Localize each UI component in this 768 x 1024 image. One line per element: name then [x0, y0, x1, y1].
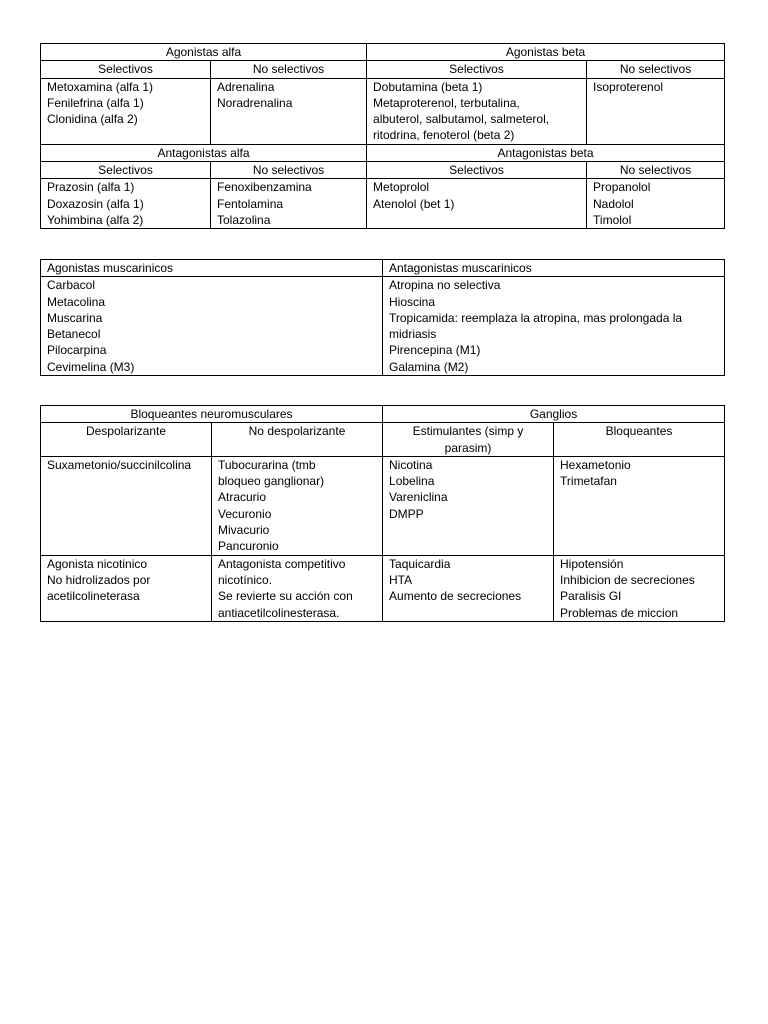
agonists-beta-nonselective-label: No selectivos [587, 61, 725, 78]
muscarinic-table [40, 259, 725, 376]
agonists-alpha-header: Agonistas alfa [41, 44, 367, 61]
adrenergic-table [40, 43, 725, 229]
agonists-alpha-nonselective-cell: Adrenalina Noradrenalina [211, 78, 367, 144]
muscarinic-antagonists-header: Antagonistas muscarinicos [383, 260, 725, 277]
agonists-beta-selective-label: Selectivos [367, 61, 587, 78]
antagonists-alpha-nonselective-label: No selectivos [211, 162, 367, 179]
muscarinic-antagonists-cell: Atropina no selectiva Hioscina Tropicamida: reemplaza la atropina, mas prolongada la midriasis Pirencepina (M1) Galamina (M2) [383, 277, 725, 376]
nicotinic-table [40, 405, 725, 622]
antagonists-beta-selective-cell: Metoprolol Atenolol (bet 1) [367, 179, 587, 229]
antagonists-alpha-nonselective-cell: Fenoxibenzamina Fentolamina Tolazolina [211, 179, 367, 229]
antagonists-beta-nonselective-label: No selectivos [587, 162, 725, 179]
stimulants-drugs-cell: Nicotina Lobelina Vareniclina DMPP [383, 456, 554, 555]
agonists-alpha-nonselective-label: No selectivos [211, 61, 367, 78]
muscarinic-agonists-cell: Carbacol Metacolina Muscarina Betanecol Pilocarpina Cevimelina (M3) [41, 277, 383, 376]
stimulants-label: Estimulantes (simp y parasim) [383, 423, 554, 457]
agonists-beta-selective-cell: Dobutamina (beta 1) Metaproterenol, terbutalina, albuterol, salbutamol, salmeterol, ritodrina, fenoterol (beta 2) [367, 78, 587, 144]
antagonists-beta-header: Antagonistas beta [367, 144, 725, 161]
depolarizing-effects-cell: Agonista nicotinico No hidrolizados por acetilcolineterasa [41, 555, 212, 621]
agonists-alpha-selective-cell: Metoxamina (alfa 1) Fenilefrina (alfa 1) Clonidina (alfa 2) [41, 78, 211, 144]
agonists-beta-nonselective-cell: Isoproterenol [587, 78, 725, 144]
nondepolarizing-effects-cell: Antagonista competitivo nicotínico. Se revierte su acción con antiacetilcolinesterasa. [212, 555, 383, 621]
stimulants-effects-cell: Taquicardia HTA Aumento de secreciones [383, 555, 554, 621]
muscarinic-agonists-header: Agonistas muscarinicos [41, 260, 383, 277]
depolarizing-drugs-cell: Suxametonio/succinilcolina [41, 456, 212, 555]
antagonists-beta-nonselective-cell: Propanolol Nadolol Timolol [587, 179, 725, 229]
antagonists-beta-selective-label: Selectivos [367, 162, 587, 179]
neuromuscular-blockers-header: Bloqueantes neuromusculares [41, 406, 383, 423]
nondepolarizing-drugs-cell: Tubocurarina (tmb bloqueo ganglionar) Atracurio Vecuronio Mivacurio Pancuronio [212, 456, 383, 555]
antagonists-alpha-selective-cell: Prazosin (alfa 1) Doxazosin (alfa 1) Yohimbina (alfa 2) [41, 179, 211, 229]
agonists-alpha-selective-label: Selectivos [41, 61, 211, 78]
blockers-label: Bloqueantes [554, 423, 725, 457]
blockers-drugs-cell: Hexametonio Trimetafan [554, 456, 725, 555]
ganglia-header: Ganglios [383, 406, 725, 423]
antagonists-alpha-selective-label: Selectivos [41, 162, 211, 179]
antagonists-alpha-header: Antagonistas alfa [41, 144, 367, 161]
blockers-effects-cell: Hipotensión Inhibicion de secreciones Paralisis GI Problemas de miccion [554, 555, 725, 621]
depolarizing-label: Despolarizante [41, 423, 212, 457]
nondepolarizing-label: No despolarizante [212, 423, 383, 457]
agonists-beta-header: Agonistas beta [367, 44, 725, 61]
